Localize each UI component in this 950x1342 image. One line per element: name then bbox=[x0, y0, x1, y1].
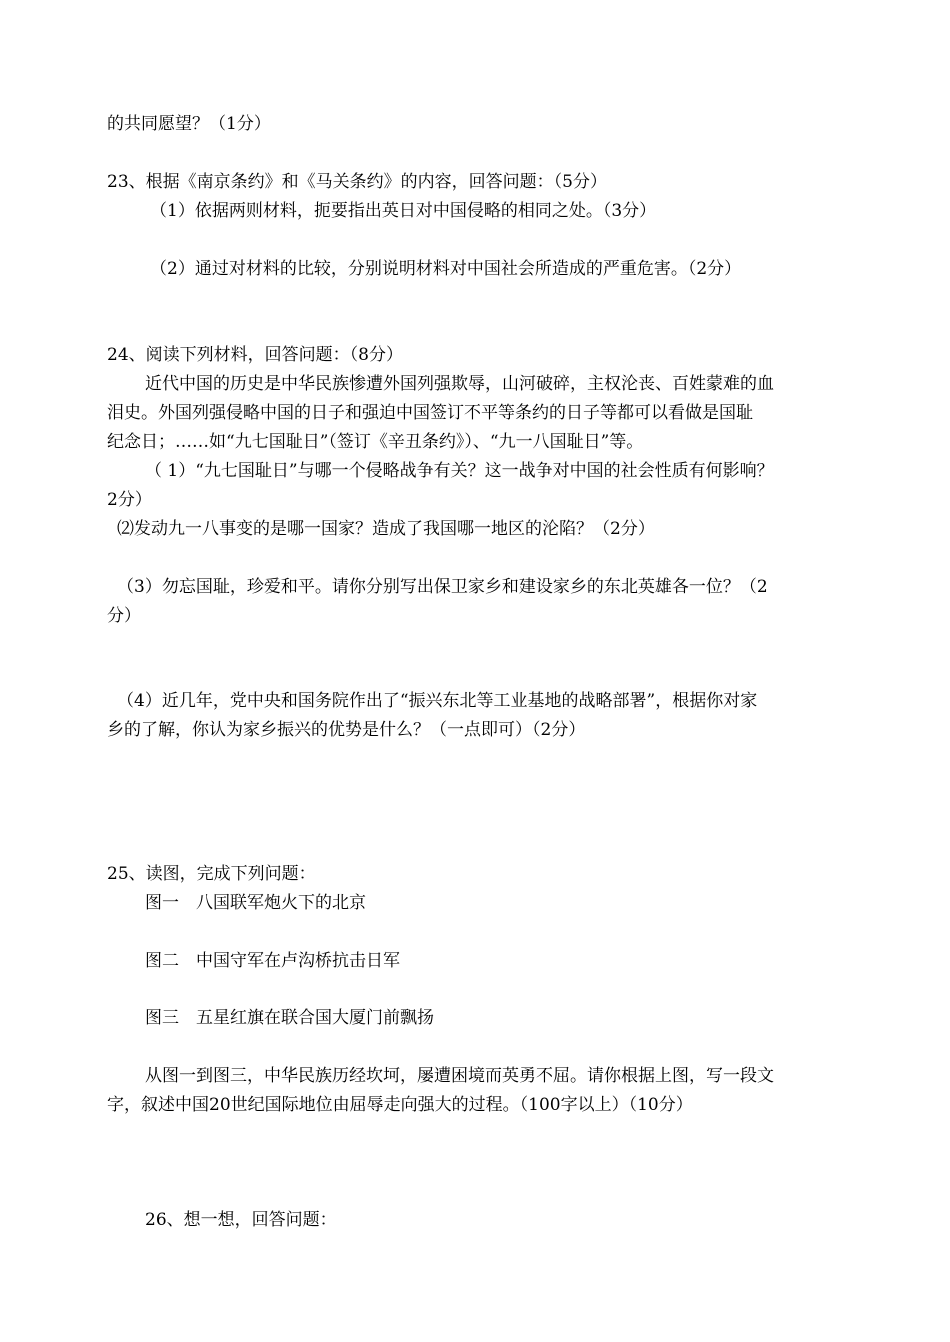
q25-figure1-caption: 图一 八国联军炮火下的北京 bbox=[145, 893, 366, 913]
q24-sub1: （ 1）“九七国耻日”与哪一个侵略战争有关？这一战争对中国的社会性质有何影响？ bbox=[145, 461, 774, 481]
q25-prompt-line1: 从图一到图三，中华民族历经坎坷，屡遭困境而英勇不屈。请你根据上图，写一段文 bbox=[145, 1066, 774, 1086]
q24-sub3-cont: 分） bbox=[107, 606, 141, 626]
q24-material-line1: 近代中国的历史是中华民族惨遭外国列强欺辱，山河破碎，主权沦丧、百姓蒙难的血 bbox=[145, 374, 774, 394]
q23-heading: 23、根据《南京条约》和《马关条约》的内容，回答问题：（5分） bbox=[107, 172, 607, 192]
q26-heading: 26、想一想，回答问题： bbox=[145, 1210, 337, 1230]
q25-figure2-caption: 图二 中国守军在卢沟桥抗击日军 bbox=[145, 951, 400, 971]
q24-material-line2: 泪史。外国列强侵略中国的日子和强迫中国签订不平等条约的日子等都可以看做是国耻 bbox=[107, 403, 753, 423]
q24-sub2: ⑵发动九一八事变的是哪一国家？造成了我国哪一地区的沦陷？（2分） bbox=[117, 519, 655, 539]
q25-figure3-caption: 图三 五星红旗在联合国大厦门前飘扬 bbox=[145, 1008, 434, 1028]
q24-sub3: （3）勿忘国耻，珍爱和平。请你分别写出保卫家乡和建设家乡的东北英雄各一位？（2 bbox=[117, 577, 768, 597]
q24-material-line3: 纪念日；……如“九七国耻日”（签订《辛丑条约》）、“九一八国耻日”等。 bbox=[107, 432, 644, 452]
q24-heading: 24、阅读下列材料，回答问题：（8分） bbox=[107, 345, 403, 365]
q24-sub1-cont: 2分） bbox=[107, 490, 152, 510]
line-q22-end: 的共同愿望？（1分） bbox=[107, 114, 271, 134]
q23-sub2: （2）通过对材料的比较，分别说明材料对中国社会所造成的严重危害。（2分） bbox=[150, 259, 742, 279]
q25-prompt-line2: 字，叙述中国20世纪国际地位由屈辱走向强大的过程。（100字以上）（10分） bbox=[107, 1095, 693, 1115]
q23-sub1: （1）依据两则材料，扼要指出英日对中国侵略的相同之处。（3分） bbox=[150, 201, 657, 221]
q24-sub4-cont: 乡的了解，你认为家乡振兴的优势是什么？（一点即可）（2分） bbox=[107, 720, 586, 740]
q24-sub4: （4）近几年，党中央和国务院作出了“振兴东北等工业基地的战略部署”，根据你对家 bbox=[117, 691, 758, 711]
q25-heading: 25、读图，完成下列问题： bbox=[107, 864, 316, 884]
